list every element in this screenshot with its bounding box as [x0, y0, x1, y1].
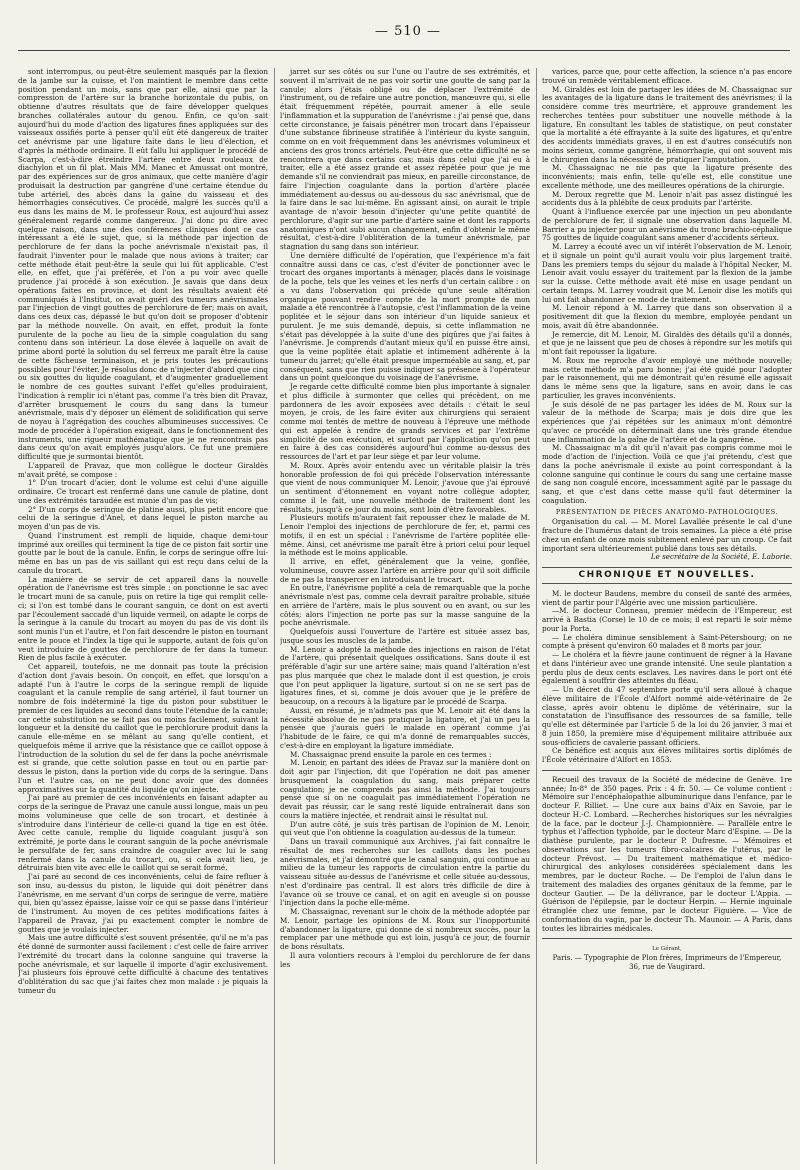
news-item: — Le choléra et la fièvre jaune continuent de régner à la Havane et dans l'intérieur avec une grande intensité. Une seule plantation a perdu plus de deux cents esclaves. Les navires dans le port ont été également à souffrir des atteintes du fléau.: [542, 650, 792, 686]
paragraph: Quelquefois aussi l'ouverture de l'artère est située assez bas, jusque sous les muscles de la jambe.: [280, 627, 530, 645]
paragraph: M. Larrey a écouté avec un vif intérêt l'observation de M. Lenoir, et il signale un point qu'il aurait voulu voir plus largement traité. Dans les premiers temps du séjour du malade à l'hôpital Necker, M. Lenoir avait voulu essayer du traitement par la flexion de la jambe sur la cuisse. Cette méthode avait été mise en usage pendant un certain temps. M. Larrey voudrait que M. Lenoir dise les motifs qui lui ont fait abandonner ce mode de traitement.: [542, 242, 792, 304]
paragraph: M. Lenoir répond à M. Larrey que dans son observation il a positivement dit que la flexion du membre, employée pendant un mois, avait dû être abandonnée.: [542, 303, 792, 330]
paragraph: Il aura volontiers recours à l'emploi du perchlorure de fer dans les: [280, 950, 530, 969]
paragraph: Aussi, en résumé, je n'admets pas que M. Lenoir ait été dans la nécessité absolue de ne pas pratiquer la ligature, et j'ai un peu la pensée que j'aurais guéri le malade en opérant comme j'ai l'habitude de le faire, ce qui m'a donné de remarquables succès, c'est-à-dire en employant la ligature immédiate.: [280, 705, 530, 750]
paragraph: Quand l'instrument est rempli de liquide, chaque demi-tour imprimé aux oreilles qui terminent la tige de ce piston fait sortir une goutte par le bout de la canule. Enfin, le corps de seringue offre lui-même en bas un pas de vis saillant qui est reçu dans celui de la canule du trocart.: [18, 530, 268, 575]
imprint-line: Paris. — Typographie de Plon frères, Imprimeurs de l'Empereur,: [552, 954, 782, 963]
paragraph: Cet appareil, toutefois, ne me donnait pas toute la précision d'action dont j'avais besoin. On conçoit, en effet, que lorsqu'on a adapté l'un à l'autre le corps de la seringue rempli de liquide coagulant et la canule remplie de sang artériel, il faut tourner un nombre de fois indéterminé la tige du piston pour substituer le premier de ces liquides au second dans toute l'étendue de la canule; car cette substitution ne se fait pas ou moins facilement, suivant la longueur et la densité du caillot que le perchlorure produit dans la canule elle-même en se mêlant au sang qu'elle contient, et quelquefois même il arrive que la résistance que ce caillot oppose à l'introduction de la solution du sel de fer dans la poche anévrismale est si grande, que cette solution passe en tout ou en partie par-dessus le piston, dans la portion vide du corps de la seringue. Dans l'un et l'autre cas, on ne peut donc avoir que des données approximatives sur la quantité du liquide qu'on injecte.: [18, 662, 268, 794]
section-divider: [542, 938, 792, 939]
paragraph: sont interrompus, ou peut-être seulement masqués par la flexion de la jambe sur la cuisse, et l'on maintient le membre dans cette position pendant un mois, sans que par elle, ainsi que par la compression de l'artère sur la branche horizontale du pubis, on obtienne d'autres résultats que de faire développer quelques branches collatérales autour du genou. Enfin, ce qu'on sait aujourd'hui du mode d'action des ligatures fines appliquées sur des vaisseaux ossifiés porte à penser qu'il eût été dangereux de traiter cet anévrisme par une ligature faite dans le lieu d'élection, et d'après la méthode ordinaire. Il eût fallu lui appliquer le procédé de Scarpa, c'est-à-dire étreindre l'artère entre deux rouleaux de diachylon et un fil plat. Mais MM. Manec et Amussat ont montré, par des expériences sur de gros animaux, que cette manière d'agir produisait la destruction par gangrène d'une certaine étendue du tube artériel, des abcès dans la gaîne du vaisseau et des hémorrhagies consécutives. Ce procédé, malgré les succès qu'il a eus dans les mains de M. le professeur Roux, est aujourd'hui assez généralement regardé comme dangereux. J'ai donc pu dire avec quelque raison, dans une des conférences cliniques dont ce cas intéressant a été le sujet, que, si la méthode par injection de perchlorure de fer dans la poche anévrismale n'existait pas, il faudrait l'inventer pour le malade que nous avions à traiter; car cette méthode était peut-être la seule qui lui fût applicable. C'est elle, en effet, que j'ai préférée, et l'on a pu voir avec quelle prudence j'ai procédé à son exécution. Je savais que dans deux opérations faites en province, et dont les résultats avaient été communiqués à l'Institut, on avait guéri des tumeurs anévrismales par l'injection de vingt gouttes de perchlorure de fer; mais on avait, dans ces deux cas, dépassé le but qu'on doit se proposer d'obtenir par la méthode nouvelle. On avait, en effet, produit la fonte purulente de la poche au lieu de la simple coagulation du sang contenu dans son intérieur. La dose élevée à laquelle on avait de prime abord porté la solution du sel ferreux me paraît être la cause de cette fâcheuse terminaison, et je pris toutes les précautions possibles pour l'éviter. Je résolus donc de n'injecter d'abord que cinq ou six gouttes du liquide coagulant, et d'augmenter graduellement le nombre de ces gouttes suivant l'effet qu'elles produiraient, l'indication à remplir ici n'étant pas, comme l'a très bien dit Pravaz, d'arrêter brusquement le cours du sang dans la tumeur anévrismale, mais d'y déposer un élément de solidification qui serve de noyau à l'agrégation des couches albumineuses successives. Ce mode de procéder à l'opération exigeait, dans le fonctionnement des instruments, une rigueur mathématique que je ne rencontrais pas dans ceux qu'on avait employés jusqu'alors. Ce fut une première difficulté que je surmontai bientôt.: [18, 68, 268, 461]
column-middle: [280, 68, 530, 1166]
journal-page: [18, 24, 798, 1164]
paragraph: M. Chassaignac m'a dit qu'il n'avait pas compris comme moi le mode d'action de l'injection. Voilà ce que j'ai prétendu, c'est que dans la poche anévrismale il existe au point correspondant à la colonne sanguine qui continue le cours du sang une certaine masse de sang non coagulé encore, incessamment agité par le passage du sang, et que c'est dans cette masse qu'il faut déterminer la coagulation.: [542, 443, 792, 505]
paragraph: Je regarde cette difficulté comme bien plus importante à signaler et plus difficile à surmonter que celles qui précèdent, on me pardonnera de les avoir exposées avec détails : c'était le seul moyen, je crois, de les faire éviter aux chirurgiens qui seraient comme moi tentés de mettre de nouveau à l'épreuve une méthode qui est appelée à rendre de grands services et par l'extrême simplicité de son exécution, et surtout par l'application qu'on peut en faire à des cas considérés aujourd'hui comme au-dessus des ressources de l'art et par leur siège et par leur volume.: [280, 382, 530, 461]
page-number: — 510 —: [374, 24, 442, 39]
paragraph: Dans un travail communiqué aux Archives, j'ai fait connaître le résultat de mes recherches sur les caillots dans les poches anévrismales, et j'ai démontré que le canal sanguin, qui continue au milieu de la tumeur les rapports de circulation entre la partie du vaisseau située au-dessus de l'anévrisme et celle située au-dessous, n'est d'ordinaire pas central. Il est alors très difficile de dire à l'avance où se trouve ce canal, et on agit en aveugle si on pousse l'injection dans la poche elle-même.: [280, 837, 530, 908]
paragraph: 1° D'un trocart d'acier, dont le volume est celui d'une aiguille ordinaire. Ce trocart est renfermé dans une canule de platine, dont une des extrémités taraudée est munie d'un pas de vis;: [18, 478, 268, 505]
paragraph: M. Deroux regrette que M. Lenoir n'ait pas assez distingué les accidents dus à la phlébite de ceux produits par l'artérite.: [542, 189, 792, 208]
paragraph: La manière de se servir de cet appareil dans la nouvelle opération de l'anévrisme est très simple : on ponctionne le sac avec le trocart muni de sa canule, puis on retire la tige qui remplit celle-ci; si l'on est tombé dans le courant sanguin, ce dont on est averti par l'écoulement saccadé d'un liquide vermeil, on adapte le corps de la seringue à la canule du trocart au moyen du pas de vis dont ils sont munis l'un et l'autre, et l'on fait descendre le piston en tournant entre le pouce et l'index la tige qui le supporte, autant de fois qu'on veut introduire de gouttes de perchlorure de fer dans la tumeur. Rien de plus facile à exécuter.: [18, 574, 268, 663]
column-right: [542, 68, 792, 1166]
paragraph: J'ai paré au premier de ces inconvénients en faisant adapter au corps de la seringue de Pravaz une canule aussi longue, mais un peu moins volumineuse que celle de son trocart, et destinée à s'introduire dans l'intérieur de celle-ci quand la tige en est ôtée. Avec cette canule, remplie du liquide coagulant jusqu'à son extrémité, je porte dans le courant sanguin de la poche anévrismale le persulfate de fer, sans craindre de coaguler avec lui le sang renfermé dans la canule du trocart, ou, si cela avait lieu, je détruirais bien vite avec elle le caillot qui se serait formé.: [18, 793, 268, 873]
column-left: [18, 68, 268, 1166]
news-item: M. le docteur Baudens, membre du conseil de santé des armées, vient de partir pour l'Algérie avec une mission particulière.: [542, 588, 792, 607]
section-divider: [542, 770, 792, 771]
paragraph: 2° D'un corps de seringue de platine aussi, plus petit encore que celui de la seringue d'Anel, et dans lequel le piston marche au moyen d'un pas de vis.: [18, 504, 268, 531]
paragraph: Je remercie, dit M. Lenoir, M. Giraldès des détails qu'il a donnés, et que je ne laissent que peu de choses à répondre sur les motifs qui m'ont fait repousser la ligature.: [542, 329, 792, 356]
paragraph: M. Chassaignac prend ensuite la parole en ces termes :: [290, 749, 492, 759]
imprint-gerant: Le Gérant,: [652, 946, 682, 953]
paragraph: L'appareil de Pravaz, que mon collègue le docteur Giraldès m'avait prêté, se compose :: [18, 460, 268, 479]
paragraph: Une dernière difficulté de l'opération, que l'expérience m'a fait connaître aussi dans ce cas, c'est d'éviter de ponctionner avec le trocart des organes importants à ménager, placés dans le voisinage de la poche, tels que les veines et les nerfs d'un certain calibre : on a vu dans l'observation qui précède qu'une seule altération organique pouvant rendre compte de la mort prompte de mon malade a été rencontrée à l'autopsie, c'est l'inflammation de la veine poplitée et le séjour dans son intérieur d'un liquide sanieux et purulent. Je me suis demandé, depuis, si cette inflammation ne s'était pas développée à la suite d'une des piqûres que j'ai faites à l'anévrisme. Je comprends d'autant mieux qu'il en puisse être ainsi, que la veine poplitée était aplatie et intimement adhérente à la tumeur du jarret; qu'elle était presque imperméable au sang, et, par conséquent, sans que rien puisse indiquer sa présence à l'opérateur dans un point quelconque du voisinage de l'anévrisme.: [280, 250, 530, 383]
paragraph: M. Giraldès est loin de partager les idées de M. Chassaignac sur les avantages de la ligature dans le traitement des anévrismes; il la considère comme très meurtrière, et approuve grandement les recherches tentées pour substituer une nouvelle méthode à la ligature. En consultant les tables de statistique, on peut constater que la mortalité a été effrayante à la suite des ligatures, et qu'entre des accidents immédiats graves, il en est d'autres consécutifs non moins sérieux, comme gangrène, hémorrhagie, qui ont souvent mis le chirurgien dans la nécessité de pratiquer l'amputation.: [542, 84, 792, 164]
paragraph: Mais une autre difficulté s'est souvent présentée, qu'il ne m'a pas été donné de surmonter aussi facilement : c'est celle de faire arriver l'extrémité du trocart dans la colonne sanguine qui traverse la poche anévrismale, et sur laquelle il importe d'agir exclusivement. J'ai plusieurs fois éprouvé cette difficulté à chacune des tentatives d'oblitération du sac que j'ai faites chez mon malade : je piquais la tumeur du: [18, 933, 268, 995]
paragraph: Plusieurs motifs m'auraient fait repousser chez le malade de M. Lenoir l'emploi des injections de perchlorure de fer, et, parmi ces motifs, il en est un spécial : l'anévrisme de l'artère poplitée elle-même. Ainsi, cet anévrisme me paraît être à priori celui pour lequel la méthode est le moins applicable.: [280, 513, 530, 558]
column-divider: [536, 68, 537, 1164]
chronicle-section-title: CHRONIQUE ET NOUVELLES.: [542, 567, 792, 584]
imprint-line: 36, rue de Vaugirard.: [629, 963, 705, 972]
paragraph: J'ai paré au second de ces inconvénients, celui de faire refluer à son insu, au-dessus du piston, le liquide qui doit pénétrer dans l'anévrisme, en me servant d'un corps de seringue de verre, matière qui, bien qu'assez épaisse, laisse voir ce qui se passe dans l'intérieur de l'instrument. Au moyen de ces petites modifications faites à l'appareil de Pravaz, j'ai pu exactement compter le nombre de gouttes que je voulais injecter.: [18, 872, 268, 934]
news-item: — Un décret du 47 septembre porte qu'il sera alloué à chaque élève militaire de l'École d'Alfort nommé aide-vétérinaire de 2e classe, après avoir obtenu le diplôme de vétérinaire, sur la constatation de l'insuffisance des ressources de sa famille, telle qu'elle est déterminée par l'article 5 de la loi du 26 janvier, 3 mai et 8 juin 1850, la première mise d'équipement militaire attribuée aux sous-officiers de cavalerie passant officiers.: [542, 685, 792, 747]
paragraph: jarret sur ses côtés ou sur l'une ou l'autre de ses extrémités, et souvent il m'arrivait de ne pas voir sortir une goutte de sang par la canule; alors j'étais obligé ou de déplacer l'extrémité de l'instrument, ou de refaire une autre ponction, manœuvre qui, si elle était fréquemment répétée, pourrait amener à elle seule l'inflammation et la suppuration de l'anévrisme : j'ai pensé que, dans cette circonstance, je faisais pénétrer mon trocart dans l'épaisseur d'une substance fibrineuse stratifiée à l'intérieur du kyste sanguin, comme on en voit fréquemment dans les anévrismes volumineux et anciens des gros troncs artériels. Peut-être que cette difficulté ne se rencontrera que dans certains cas; mais dans celui que j'ai eu à traiter, elle a été assez grande et assez répétée pour que je me demande s'il ne conviendrait pas mieux, en pareille circonstance, de faire l'injection coagulante dans la portion d'artère placée immédiatement au-dessus ou au-dessous du sac anévrismal, que de la faire dans le sac lui-même. En agissant ainsi, on aurait le triple avantage de n'avoir besoin d'injecter qu'une petite quantité de perchlorure, d'agir sur une partie d'artère saine et dont les rapports anatomiques n'ont subi aucun changement, enfin d'obtenir le même résultat, c'est-à-dire l'oblitération de la tumeur anévrismale, par stagnation du sang dans son intérieur.: [280, 68, 530, 251]
news-item: — Le choléra diminue sensiblement à Saint-Pétersbourg; on ne compte à présent qu'environ 60 malades et 8 morts par jour.: [542, 632, 792, 651]
paragraph: Il arrive, en effet, généralement que la veine, gonflée, volumineuse, couvre assez l'artère en arrière pour qu'il soit difficile de ne pas la transpercer en introduisant le trocart.: [280, 557, 530, 584]
imprint: [542, 945, 792, 972]
paragraph: Quant à l'influence exercée par une injection un peu abondante de perchlorure de fer, il signale une observation dans laquelle M. Barrier a pu injecter pour un anévrisme du tronc brachio-céphalique 75 gouttes de liquide coagulant sans amener d'accidents sérieux.: [542, 207, 792, 243]
secretary-signature: Le secrétaire de la Société, E. Laborie.: [650, 552, 792, 562]
news-item: —M. le docteur Conneau, premier médecin de l'Empereur, est arrivé à Bastia (Corse) le 10 de ce mois; il est reparti le soir même pour la Porta.: [542, 606, 792, 633]
paragraph: M. Chassaignac, revenant sur le choix de la méthode adoptée par M. Lenoir, partage les opinions de M. Roux sur l'inopportunité d'abandonner la ligature, qui donne de si nombreux succès, pour la remplacer par une méthode qui est loin, jusqu'à ce jour, de fournir de bons résultats.: [280, 907, 530, 951]
book-notice: Recueil des travaux de la Société de médecine de Genève. 1re année; In-8° de 350 pages. Prix : 4 fr. 50. — Ce volume contient : Mémoire sur l'encéphalopathie albuminurique dans l'enfance, par le docteur F. Rilliet. — Une cure aux bains d'Aix en Savoie, par le docteur H.-C. Lombard. —Recherches historiques sur les névralgies de la face, par le docteur J.-J. Championnière. — Parallèle entre le typhus et l'affection typhoïde, par le docteur Marc d'Espine. — De la diathèse purulente, par le docteur P. Dufresne. — Mémoires et observations sur les tumeurs fibro-calcaires de l'utérus, par le docteur Prévost. — Du traitement mathématique et médico-chirurgical des ankyloses considérées spécialement dans les membres, par le docteur Roche. — De l'emploi de l'alun dans le traitement des maladies des organes génitaux de la femme, par le docteur Gautier. — De la délivrance, par le docteur L'Appia. — Guérison de l'épilepsie, par le docteur Herpin. — Hernie inguinale étranglée chez une femme, par le docteur Figuière. — Vice de conformation du vagin, par le docteur Th. Maunoir. — A Paris, dans toutes les librairies médicales.: [542, 774, 792, 933]
paragraph: Je suis désolé de ne pas partager les idées de M. Roux sur la valeur de la méthode de Scarpa; mais je dois dire que les expériences que j'ai répétées sur les animaux m'ont démontré qu'avec ce procédé on déterminait dans une très grande étendue une inflammation de la gaîne de l'artère et de la gangrène.: [542, 399, 792, 444]
paragraph: D'un autre côté, je suis très partisan de l'opinion de M. Lenoir, qui veut que l'on obtienne la coagulation au-dessus de la tumeur.: [280, 819, 530, 838]
column-divider: [274, 68, 275, 1164]
paragraph: M. Roux. Après avoir entendu avec un véritable plaisir la très honorable profession de foi qui précède l'observation intéressante que vient de nous communiquer M. Lenoir, j'avoue que j'ai éprouvé un sentiment d'étonnement en voyant notre collègue adopter, comme il le fait, une nouvelle méthode de traitement dont les résultats, jusqu'à ce jour du moins, sont loin d'être favorables.: [280, 460, 530, 514]
paragraph: M. Lenoir, en partant des idées de Pravaz sur la manière dont on doit agir par l'injection, dit que l'opération ne doit pas amener brusquement la coagulation du sang, mais préparer cette coagulation; je ne comprends pas ainsi la méthode. J'ai toujours pensé que si on ne coagulait pas immédiatement l'opération ne devait pas réussir, car le sang resté liquide entraînerait dans son cours la matière injectée, et rendrait ainsi le résultat nul.: [280, 758, 530, 820]
paragraph: En outre, l'anévrisme poplité a cela de remarquable que la poche anévrismale n'est pas, comme cela devrait paraître probable, située en arrière de l'artère, mais le plus souvent ou en avant, ou sur les côtés; alors l'injection ne porte pas sur la masse sanguine de la poche anévrismale.: [280, 583, 530, 628]
pieces-section-title: PRÉSENTATION DE PIÈCES ANATOMO-PATHOLOGIQUES.: [555, 507, 779, 516]
paragraph: varices, parce que, pour cette affection, la science n'a pas encore trouvé un remède véritablement efficace.: [542, 68, 792, 85]
top-rule: [18, 50, 790, 51]
news-item: Ce bénéfice est acquis aux élèves militaires sortis diplômés de l'École vétérinaire d'Alfort en 1853.: [542, 746, 792, 764]
paragraph: M. Chassaignac ne nie pas que la ligature présente des inconvénients; mais enfin, telle qu'elle est, elle constitue une excellente méthode, une des meilleures opérations de la chirurgie.: [542, 163, 792, 190]
paragraph: M. Roux me reproche d'avoir employé une méthode nouvelle; mais cette méthode m'a paru bonne; j'ai été guidé pour l'adopter par le raisonnement, qui me démontrait qu'en résumé elle agissait dans le même sens que la ligature, sans en avoir, dans le cas particulier, les graves inconvénients.: [542, 355, 792, 400]
paragraph: Organisation du cal. — M. Morel Lavallée présente le cal d'une fracture de l'humérus datant de trois semaines. La pièce a été prise chez un enfant de onze mois subitement enlevé par un croup. Ce fait important sera ultérieurement publié dans tous ses détails.: [542, 517, 792, 553]
paragraph: M. Lenoir a adopté la méthode des injections en raison de l'état de l'artère, qui présentait quelques ossifications. Sans doute il est préférable d'agir sur une artère saine; mais quand l'altération n'est pas plus marquée que chez le malade dont il est question, je crois que l'on peut appliquer la ligature, surtout si on ne se sert pas de ligatures fines, et si, comme je dois avouer que je le préfère de beaucoup, on a recours à la ligature par le procédé de Scarpa.: [280, 644, 530, 706]
